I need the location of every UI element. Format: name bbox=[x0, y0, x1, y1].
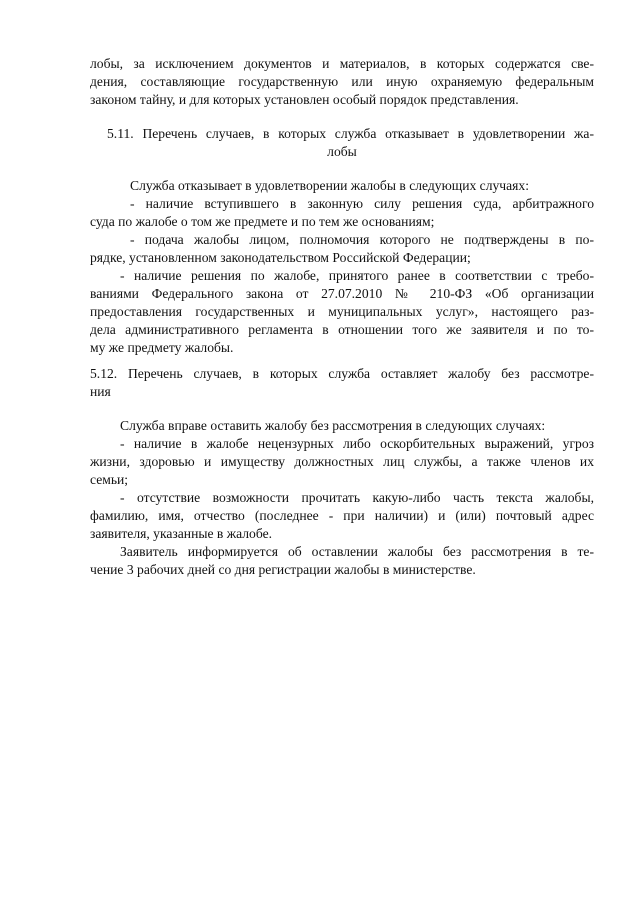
text-line: чение 3 рабочих дней со дня регистрации жалобы в министерстве. bbox=[90, 562, 476, 577]
text-line: лобы, за исключением документов и материалов, в которых содержатся све- bbox=[90, 56, 594, 71]
heading-line: 5.12. Перечень случаев, в которых служба оставляет жалобу без рассмотре- bbox=[90, 366, 594, 381]
text-line: заявителя, указанные в жалобе. bbox=[90, 526, 273, 541]
text-line: жизни, здоровью и имуществу должностных лиц службы, а также членов их bbox=[90, 454, 594, 469]
text-line: дела административного регламента в отношении того же заявителя и по то- bbox=[90, 322, 594, 337]
heading-line: ния bbox=[90, 384, 111, 399]
list-item: - наличие в жалобе нецензурных либо оскорбительных выражений, угроз bbox=[120, 436, 594, 451]
text-line: ваниями Федерального закона от 27.07.2010 № 210-ФЗ «Об организации bbox=[90, 286, 594, 301]
heading-line: лобы bbox=[327, 144, 357, 159]
text-line: Служба вправе оставить жалобу без рассмотрения в следующих случаях: bbox=[120, 418, 546, 433]
text-line: му же предмету жалобы. bbox=[90, 340, 234, 355]
heading-line: 5.11. Перечень случаев, в которых служба отказывает в удовлетворении жа- bbox=[107, 126, 594, 141]
text-line: предоставления государственных и муниципальных услуг», настоящего раз- bbox=[90, 304, 594, 319]
text-line: фамилию, имя, отчество (последнее - при наличии) и (или) почтовый адрес bbox=[90, 508, 594, 523]
text-line: дения, составляющие государственную или иную охраняемую федеральным bbox=[90, 74, 594, 89]
text-line: Заявитель информируется об оставлении жалобы без рассмотрения в те- bbox=[120, 544, 594, 559]
text-line: Служба отказывает в удовлетворении жалобы в следующих случаях: bbox=[130, 178, 529, 193]
text-line: суда по жалобе о том же предмете и по тем же основаниям; bbox=[90, 214, 435, 229]
text-line: рядке, установленном законодательством Российской Федерации; bbox=[90, 250, 471, 265]
text-line: законом тайну, и для которых установлен особый порядок представления. bbox=[90, 92, 519, 107]
list-item: - наличие вступившего в законную силу решения суда, арбитражного bbox=[130, 196, 594, 211]
list-item: - подача жалобы лицом, полномочия которого не подтверждены в по- bbox=[130, 232, 594, 247]
list-item: - наличие решения по жалобе, принятого ранее в соответствии с требо- bbox=[120, 268, 594, 283]
text-line: семьи; bbox=[90, 472, 129, 487]
list-item: - отсутствие возможности прочитать какую-либо часть текста жалобы, bbox=[120, 490, 594, 505]
